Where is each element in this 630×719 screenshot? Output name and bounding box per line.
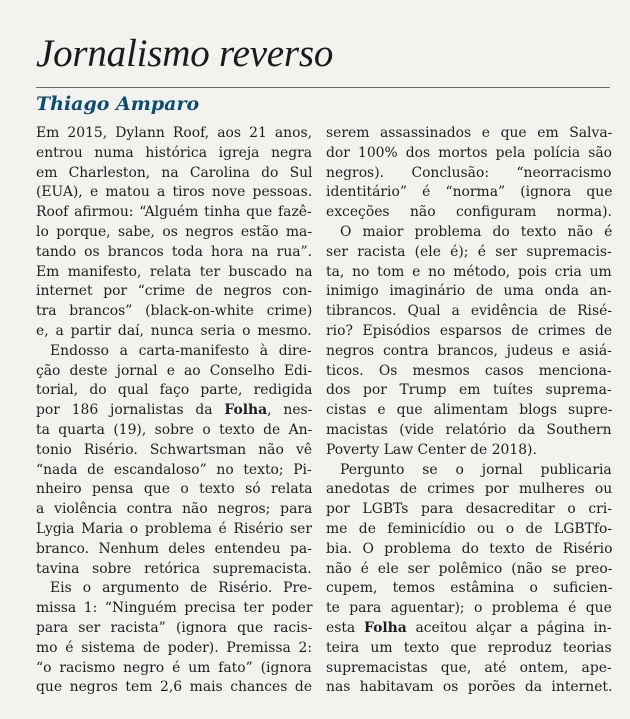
newspaper-name: Folha [224,402,268,419]
article-text: nas habitavam os porões da internet. [326,679,613,696]
article-text: não é ele ser polêmico (não se preo- [326,560,613,577]
article-text: anedotas de crimes por mulheres ou [326,481,613,498]
article-text: branco. Nenhum deles entendeu pa- [36,540,312,557]
article-text: bia. O problema do texto de Risério [326,540,613,557]
article-text-line [326,342,612,362]
article-text: negros contra brancos, judeus e asiá- [326,342,612,359]
article-text-line [36,619,312,639]
article-text-line [36,401,312,421]
article-text: esta [326,619,364,636]
article-text: identitário” é “norma” (ignora que [326,184,613,201]
article-text-line [326,520,612,540]
article-text-line [36,579,312,599]
article-text-line [326,579,612,599]
article-text: missa 1: “Ninguém precisa ter poder [36,600,313,617]
article-text-line [326,678,612,698]
article-text: Poverty Law Center de 2018). [326,441,537,458]
article-text: Roof afirmou: “Alguém tinha que fazê- [36,204,312,221]
article-text-line [326,243,612,263]
article-text-line [326,659,612,679]
article-text: dor 100% dos mortos pela polícia são [326,144,613,161]
article-text: aceitou alçar a página in- [406,619,612,636]
article-text: entrou numa histórica igreja negra [36,144,313,161]
article-text-line [326,560,612,580]
article-text: ta, no tom e no método, pois cria um [326,263,612,280]
article-text: internet por “crime de negros con- [36,283,312,300]
article-text: em Charleston, na Carolina do Sul [36,164,313,181]
article-text: ta quarta (19), sobre o texto de An- [36,421,313,438]
author-byline: Thiago Amparo [36,93,200,115]
article-text: a violência contra não negros; para [36,501,313,518]
article-text-line [36,381,312,401]
article-text: O maior problema do texto não é [340,223,613,240]
article-text: Pergunto se o jornal publicaria [340,461,612,478]
article-text: serem assassinados e que em Salva- [326,125,613,141]
article-text: “o racismo negro é um fato” (ignora [36,659,312,676]
article-text-line [326,282,612,302]
article-text-line [36,302,312,322]
article-text-line [326,599,612,619]
article-text: (EUA), e matou a tiros nove pessoas. [36,184,313,201]
text-column-right [326,124,612,698]
article-text: “nada de escandaloso” no texto; Pi- [36,461,312,478]
text-column-left [36,124,312,698]
article-text-line [36,282,312,302]
article-text: por LGBTs para desacreditar o cri- [326,501,612,518]
article-text-line [326,322,612,342]
article-text: tonio Risério. Schwartsman não vê [36,441,313,458]
article-text: cupem, temos estâmina o suficien- [326,580,613,597]
article-text-line [36,164,312,184]
article-text: supremacistas que, até ontem, ape- [326,659,612,676]
article-text-line [36,362,312,382]
article-text-line [36,342,312,362]
article-text-line [36,520,312,540]
article-text-line [326,164,612,184]
article-text: torial, do qual faço parte, redigida [36,382,313,399]
article-text-line [36,441,312,461]
article-text: por 186 jornalistas da [36,402,225,419]
article-text: lo porque, sabe, os negros estão ma- [36,223,313,240]
article-text: Em 2015, Dylann Roof, aos 21 anos, [36,125,313,141]
headline-divider [36,87,610,88]
article-text: te para aguentar); o problema é que [326,600,612,617]
article-text-line [326,362,612,382]
article-text: exceções não configuram norma). [326,204,612,221]
article-text-line [36,144,312,164]
article-text-line [326,540,612,560]
article-text: Eis o argumento de Risério. Pre- [50,580,313,597]
article-text-line [326,421,612,441]
article-text-line [326,500,612,520]
article-text: negros). Conclusão: “neorracismo [326,164,612,181]
article-text-line [36,223,312,243]
article-text-line [36,599,312,619]
article-text: tando os brancos toda hora na rua”. [36,243,313,260]
article-text-line [36,500,312,520]
article-text-line [36,480,312,500]
column-headline: Jornalismo reverso [36,32,334,75]
article-text-line [36,421,312,441]
article-text: me de feminicídio ou o de LGBTfo- [326,520,613,537]
article-text: ser racista (ele é); é ser supremacis- [326,243,612,260]
article-text: Em manifesto, relata ter buscado na [36,263,313,280]
article-text: e, a partir daí, nunca seria o mesmo. [36,322,312,339]
article-text-line [36,322,312,342]
article-text: que negros tem 2,6 mais chances de [36,679,313,696]
article-text: mo é sistema de poder). Premissa 2: [36,639,313,656]
article-text-line [36,678,312,698]
article-text-line [326,263,612,283]
article-text-line [36,639,312,659]
article-text-line [36,203,312,223]
article-text: Endosso a carta-manifesto à dire- [50,342,312,359]
article-text-line [326,183,612,203]
article-text: tra brancos” (black-on-white crime) [36,303,313,320]
article-text: rio? Episódios esparsos de crimes de [326,322,613,339]
article-text-line [36,243,312,263]
article-text: , nes- [267,402,313,419]
article-text-line [36,263,312,283]
article-text-line [36,540,312,560]
article-text-line [36,659,312,679]
article-text: ção deste jornal e ao Conselho Edi- [36,362,313,379]
article-text-line [36,183,312,203]
article-text-line [326,124,612,144]
article-text: teira um texto que reproduz teorias [326,639,612,656]
article-text-line [36,560,312,580]
article-text-line [326,401,612,421]
article-text-line [36,461,312,481]
article-text-line [326,480,612,500]
article-text-line [326,461,612,481]
article-text-line [326,639,612,659]
article-text-line [326,619,612,639]
article-text-line [36,124,312,144]
article-text-line [326,223,612,243]
article-text-line [326,144,612,164]
article-text-line [326,381,612,401]
newspaper-name: Folha [363,619,407,636]
article-text-line [326,441,612,461]
article-text: Lygia Maria o problema é Risério ser [36,520,312,537]
article-text-line [326,302,612,322]
article-text: cistas e que alimentam blogs supre- [326,402,613,419]
article-text: para ser racista” (ignora que racis- [36,619,313,636]
article-text: tavina sobre retórica supremacista. [36,560,312,577]
article-text: macistas (vide relatório da Southern [326,421,612,438]
article-text: tibrancos. Qual a evidência de Risé- [326,303,613,320]
article-text: inimigo imaginário de uma onda an- [326,283,612,300]
article-text: nheiro pensa que o texto só relata [36,481,313,498]
article-text: dos por Trump em tuítes suprema- [326,382,612,399]
article-text: ticos. Os mesmos casos menciona- [326,362,612,379]
article-text-line [326,203,612,223]
